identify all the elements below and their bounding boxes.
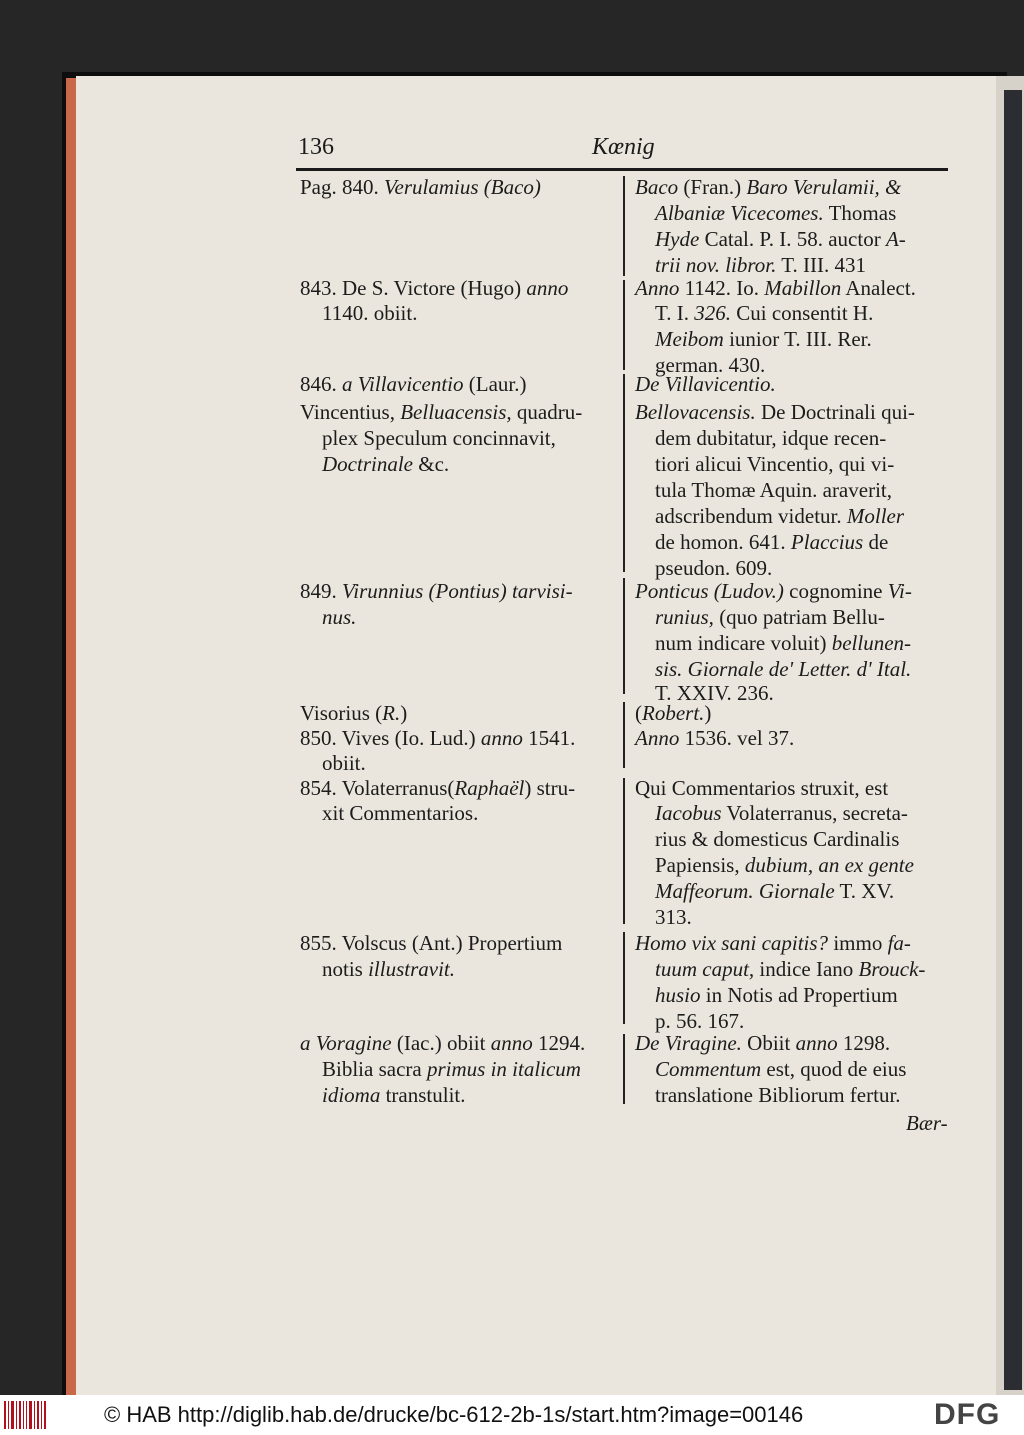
running-head: Kœnig (592, 134, 655, 160)
left-column-line (300, 275, 568, 301)
text-run: A- (885, 227, 906, 251)
barcode-bar (41, 1401, 42, 1429)
left-column-line (300, 700, 407, 726)
text-run: de (863, 530, 889, 554)
text-run: xit Commentarios. (322, 801, 479, 825)
barcode-bar (44, 1401, 46, 1429)
text-run: bellunen- (831, 631, 912, 655)
left-column-line (300, 174, 541, 200)
text-run: De Viragine. (635, 1031, 742, 1055)
left-column-line (300, 1030, 585, 1056)
barcode-bar (37, 1401, 39, 1429)
text-run: primus in italicum (426, 1057, 581, 1081)
column-divider (623, 280, 625, 370)
text-run: (Iac.) obiit (391, 1031, 491, 1055)
left-column-line (322, 1056, 581, 1082)
left-column-line (322, 451, 449, 477)
text-run: tiori alicui Vincentio, qui vi- (655, 452, 895, 476)
text-run: Raphaël (454, 776, 525, 800)
text-run: 849. (300, 579, 342, 603)
right-column-line (655, 904, 692, 930)
right-column-line (655, 226, 906, 252)
right-column-line (655, 982, 898, 1008)
text-run: Qui Commentarios struxit, est (635, 776, 889, 800)
text-run: a Villavicentio (342, 372, 464, 396)
left-column-line (322, 800, 478, 826)
text-run: Visorius ( (300, 701, 383, 725)
text-run: Analect. (841, 276, 916, 300)
text-run: Belluacensis, (400, 400, 512, 424)
text-run: rius & domesticus Cardinalis (655, 827, 900, 851)
text-run: Anno (635, 726, 680, 750)
left-column-line (300, 930, 562, 956)
text-run: Bellovacensis. (635, 400, 756, 424)
right-column-line (655, 425, 886, 451)
text-run: quadru- (511, 400, 583, 424)
text-run: adscribendum videtur. (655, 504, 847, 528)
text-run: Biblia sacra (322, 1057, 427, 1081)
text-run: Maffeorum. Giornale (655, 879, 835, 903)
text-run: Moller (846, 504, 905, 528)
text-run: num indicare voluit) (655, 631, 832, 655)
text-run: plex Speculum concinnavit, (322, 426, 556, 450)
text-run: obiit. (322, 751, 366, 775)
text-run: anno (490, 1031, 533, 1055)
right-column-line (635, 275, 916, 301)
text-run: T. I. (655, 301, 695, 325)
text-run: 855. Volscus (Ant.) Propertium (300, 931, 563, 955)
text-run: notis (322, 957, 369, 981)
left-column-line (322, 425, 556, 451)
page-number: 136 (298, 134, 334, 160)
right-column-line (655, 826, 899, 852)
text-run: ( (635, 701, 642, 725)
column-divider (623, 176, 625, 276)
text-run: Iacobus (655, 801, 722, 825)
text-run: Hyde (655, 227, 700, 251)
text-run: Placcius (790, 530, 864, 554)
right-column-line (655, 1082, 901, 1108)
text-run: De Villavicentio. (635, 372, 776, 396)
barcode-bar (29, 1401, 32, 1429)
left-column-line (322, 750, 366, 776)
text-run: transtulit. (380, 1083, 466, 1107)
footer-bar (0, 1395, 1024, 1435)
text-run: 1142. Io. (679, 276, 765, 300)
text-run: husio (655, 983, 701, 1007)
text-run: ) (400, 701, 408, 725)
text-run: Pag. 840. (300, 175, 384, 199)
barcode-bar (4, 1401, 6, 1429)
barcode-bar (23, 1401, 25, 1429)
right-column-line (906, 1110, 948, 1136)
right-column-line (655, 503, 904, 529)
barcode-bar (34, 1401, 35, 1429)
barcode-bar (19, 1401, 21, 1429)
text-run: 850. Vives (Io. Lud.) (300, 726, 481, 750)
text-run: R. (382, 701, 401, 725)
text-run: 1140. obiit. (322, 301, 418, 325)
right-column-line (655, 300, 873, 326)
dfg-logo: DFG (934, 1398, 1001, 1431)
right-column-line (655, 200, 896, 226)
text-run: Doctrinale (322, 452, 413, 476)
text-run: 843. De S. Victore (Hugo) (300, 276, 527, 300)
column-divider (623, 702, 625, 768)
text-run: 1541. (522, 726, 576, 750)
text-run: indice Iano (754, 957, 859, 981)
text-run: Baco (635, 175, 679, 199)
text-run: nus. (322, 605, 357, 629)
text-run: Obiit (741, 1031, 796, 1055)
right-column-line (635, 1030, 890, 1056)
text-run: ) (704, 701, 712, 725)
text-run: Robert. (642, 701, 705, 725)
right-column-line (635, 700, 711, 726)
text-run: idioma (322, 1083, 381, 1107)
text-run: pseudon. 609. (655, 556, 773, 580)
text-run: tuum caput, (655, 957, 755, 981)
left-column-line (322, 300, 417, 326)
right-column-line (655, 800, 908, 826)
text-run: (Fran.) (678, 175, 747, 199)
text-run: tula Thomæ Aquin. araverit, (655, 478, 892, 502)
text-run: Cui consentit H. (731, 301, 874, 325)
right-column-line (655, 1056, 906, 1082)
right-column-line (635, 775, 888, 801)
right-column-line (655, 451, 894, 477)
text-run: runius, (655, 605, 714, 629)
column-divider (623, 578, 625, 694)
barcode-bar (16, 1401, 17, 1429)
right-column-line (655, 604, 885, 630)
text-run: De Doctrinali qui- (755, 400, 915, 424)
text-run: Vi- (887, 579, 912, 603)
right-column-line (635, 930, 911, 956)
text-run: a Voragine (300, 1031, 392, 1055)
right-column-line (635, 399, 915, 425)
barcode-bar (11, 1401, 14, 1429)
text-run: T. XV. (834, 879, 895, 903)
right-column-line (655, 656, 911, 682)
right-column-line (655, 326, 872, 352)
text-run: 313. (655, 905, 692, 929)
right-column-line (635, 371, 776, 397)
hab-barcode-logo (4, 1401, 46, 1429)
left-column-line (300, 371, 526, 397)
text-run: 1536. vel 37. (679, 726, 795, 750)
text-run: Catal. P. I. 58. auctor (699, 227, 886, 251)
text-run: p. 56. 167. (655, 1009, 745, 1033)
right-column-line (655, 878, 894, 904)
left-column-line (322, 604, 356, 630)
text-run: 326. (694, 301, 732, 325)
text-run: Anno (635, 276, 680, 300)
text-run: Verulamius (Baco) (384, 175, 541, 199)
red-page-edge (66, 78, 76, 1396)
text-run: dubium, an ex gente (744, 853, 914, 877)
right-column-line (655, 477, 892, 503)
text-run: Meibom (655, 327, 724, 351)
right-column-line (655, 630, 911, 656)
text-run: T. III. 431 (776, 253, 866, 277)
text-run: Volaterranus, secreta- (721, 801, 908, 825)
right-column-line (655, 956, 925, 982)
text-run: Papiensis, (655, 853, 745, 877)
left-column-line (300, 399, 582, 425)
text-run: anno (526, 276, 569, 300)
color-calibration-strip (1004, 90, 1022, 1390)
left-column-line (300, 725, 575, 751)
left-column-line (322, 956, 455, 982)
text-run: anno (795, 1031, 838, 1055)
text-run: cognomine (783, 579, 888, 603)
text-run: de homon. 641. (655, 530, 791, 554)
text-run: fa- (887, 931, 911, 955)
text-run: 854. Volaterranus( (300, 776, 455, 800)
text-run: in Notis ad Propertium (700, 983, 898, 1007)
column-divider (623, 374, 625, 572)
text-run: immo (828, 931, 888, 955)
right-column-line (635, 174, 901, 200)
text-run: Baro Verulamii, & (746, 175, 902, 199)
copyright-url[interactable]: © HAB http://diglib.hab.de/drucke/bc-612-2b-1s/start.htm?image=00146 (104, 1402, 804, 1427)
text-run: Virunnius (Pontius) tarvisi- (342, 579, 573, 603)
text-run: german. 430. (655, 353, 766, 377)
left-column-line (300, 578, 573, 604)
text-run: (quo patriam Bellu- (713, 605, 885, 629)
text-run: (Laur.) (463, 372, 527, 396)
text-run: illustravit. (368, 957, 456, 981)
text-run: Thomas (823, 201, 897, 225)
text-run: Homo vix sani capitis? (635, 931, 829, 955)
text-run: iunior T. III. Rer. (723, 327, 872, 351)
text-run: &c. (412, 452, 450, 476)
column-divider (623, 932, 625, 1024)
text-run: Brouck- (858, 957, 926, 981)
text-run: Bær- (906, 1111, 948, 1135)
left-column-line (322, 1082, 466, 1108)
text-run: Commentum (655, 1057, 762, 1081)
text-run: Ponticus (Ludov.) (635, 579, 784, 603)
barcode-bar (26, 1401, 27, 1429)
text-run: Albaniæ Vicecomes. (655, 201, 824, 225)
text-run: Mabillon (764, 276, 842, 300)
text-run: Vincentius, (300, 400, 401, 424)
text-run: dem dubitatur, idque recen- (655, 426, 887, 450)
right-column-line (655, 529, 888, 555)
barcode-bar (8, 1401, 9, 1429)
text-run: est, quod de eius (761, 1057, 907, 1081)
right-column-line (635, 578, 912, 604)
right-column-line (635, 725, 794, 751)
text-run: translatione Bibliorum fertur. (655, 1083, 901, 1107)
column-divider (623, 778, 625, 924)
text-run: 1294. (532, 1031, 586, 1055)
header-rule (296, 168, 948, 171)
column-divider (623, 1034, 625, 1104)
text-run: ) stru- (524, 776, 576, 800)
text-run: 1298. (837, 1031, 891, 1055)
right-column-line (655, 852, 914, 878)
text-run: sis. Giornale de' Letter. d' Ital. (655, 657, 912, 681)
text-run: T. XXIV. 236. (655, 681, 774, 705)
text-run: 846. (300, 372, 342, 396)
text-run: trii nov. libror. (655, 253, 777, 277)
text-run: anno (480, 726, 523, 750)
left-column-line (300, 775, 575, 801)
